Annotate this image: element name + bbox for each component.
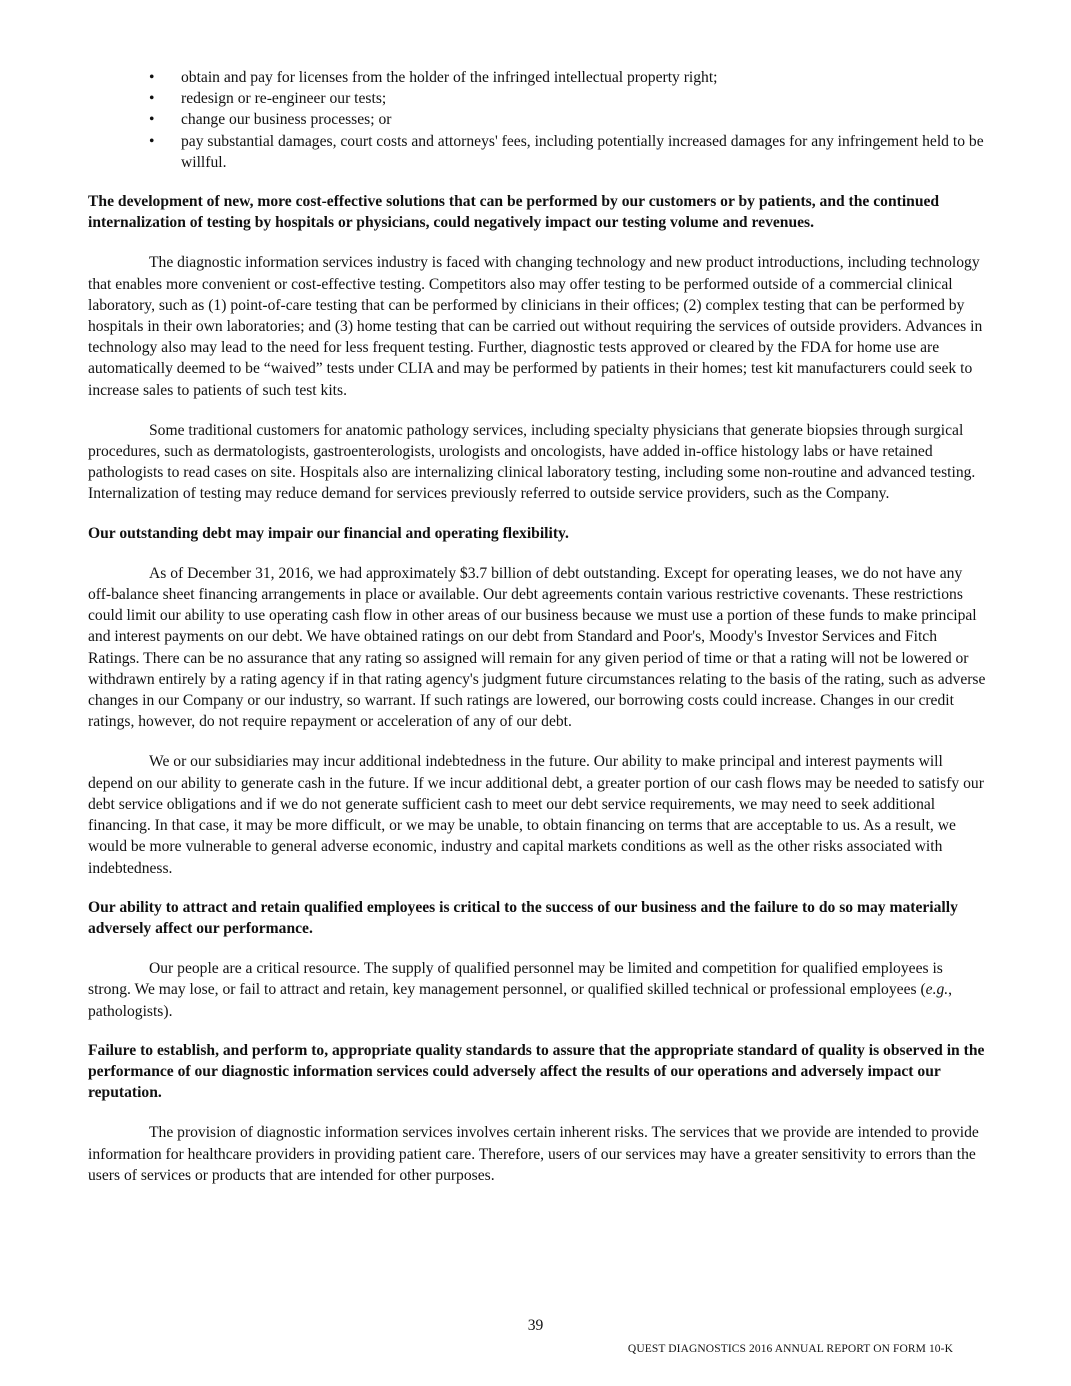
page-number: 39 [527, 1317, 544, 1334]
list-item [88, 131, 988, 173]
list-item-text: change our business processes; or [181, 111, 392, 129]
italic-abbreviation: e.g. [925, 981, 949, 999]
bullet-glyph: • [149, 69, 155, 86]
report-footer: QUEST DIAGNOSTICS 2016 ANNUAL REPORT ON FORM 10-K [627, 1343, 953, 1355]
remedy-bullet-list [88, 67, 988, 173]
list-item [88, 109, 988, 130]
list-item-text: redesign or re-engineer our tests; [181, 90, 387, 108]
bullet-glyph: • [149, 111, 155, 129]
bullet-glyph: • [149, 132, 155, 150]
list-item-text: pay substantial damages, court costs and attorneys' fees, including potentially increased damages for any infringement held to be willful. [181, 132, 984, 171]
bullet-glyph: • [149, 90, 155, 108]
list-item [88, 88, 988, 109]
paragraph-inherent-risks: The provision of diagnostic information services involves certain inherent risks. The services that we provide are intended to provide information for healthcare providers in providing patient care. Therefore, users of our services may have a greater sensitivity to errors than the users of services or products that are intended for other purposes. [88, 1124, 979, 1184]
section-heading-cost-effective-solutions: The development of new, more cost-effective solutions that can be performed by our customers or by patients, and the continued internalization of testing by hospitals or physicians, could negatively impact our testing volume and revenues. [88, 193, 940, 232]
paragraph-text: Our people are a critical resource. The supply of qualified personnel may be limited and competition for qualified employees is strong. We may lose, or fail to attract and retain, key management personnel, or qualified skilled technical or professional employees ( [88, 960, 943, 999]
section-heading-quality-standards: Failure to establish, and perform to, appropriate quality standards to assure that the appropriate standard of quality is observed in the performance of our diagnostic information services could adversely affect the results of our operations and adversely impact our reputation. [88, 1041, 985, 1102]
list-item-text: obtain and pay for licenses from the holder of the infringed intellectual property right; [181, 69, 718, 86]
paragraph-critical-resource [88, 958, 988, 1022]
paragraph-debt-outstanding: As of December 31, 2016, we had approximately $3.7 billion of debt outstanding. Except for operating leases, we do not have any off-balance sheet financing arrangements in place or available. Our debt agreements contain various restrictive covenants. These restrictions could limit our ability to use operating cash flow in other areas of our business because we must use a portion of these funds to make principal and interest payments on our debt. We have obtained ratings on our debt from Standard and Poor's, Moody's Investor Services and Fitch Ratings. There can be no assurance that any rating so assigned will remain for any given period of time or that a rating will not be lowered or withdrawn entirely by a rating agency if in that rating agency's judgment future circumstances relating to the basis of the rating, such as adverse changes in our Company or our industry, so warrant. If such ratings are lowered, our borrowing costs could increase. Changes in our credit ratings, however, do not require repayment or acceleration of any of our debt. [88, 564, 986, 731]
section-heading-qualified-employees: Our ability to attract and retain qualified employees is critical to the success of our business and the failure to do so may materially adversely affect our performance. [88, 898, 958, 937]
paragraph-industry-technology: The diagnostic information services industry is faced with changing technology and new product introductions, including technology that enables more convenient or cost-effective testing. Competitors also may offer testing to be performed outside of a commercial clinical laboratory, such as (1) point-of-care testing that can be performed by clinicians in their offices; (2) complex testing that can be performed by hospitals in their own laboratories; and (3) home testing that can be carried out without requiring the services of outside providers. Advances in technology also may lead to the need for less frequent testing. Further, diagnostic tests approved or cleared by the FDA for home use are automatically deemed to be “waived” tests under CLIA and may be performed by patients in their homes; test kit manufacturers could seek to increase sales to patients of such test kits. [88, 254, 983, 399]
paragraph-text: , pathologists). [88, 981, 953, 1020]
list-item [88, 67, 988, 88]
paragraph-additional-indebtedness: We or our subsidiaries may incur additional indebtedness in the future. Our ability to make principal and interest payments will depend on our ability to generate cash in the future. If we incur additional debt, a greater portion of our cash flows may be needed to satisfy our debt service obligations and if we do not generate sufficient cash to meet our debt service requirements, we may need to seek additional financing. In that case, it may be more difficult, or we may be unable, to obtain financing on terms that are acceptable to us. As a result, we would be more vulnerable to general adverse economic, industry and capital markets conditions as well as the other risks associated with indebtedness. [88, 753, 984, 877]
section-heading-outstanding-debt: Our outstanding debt may impair our financial and operating flexibility. [88, 524, 569, 542]
paragraph-anatomic-pathology: Some traditional customers for anatomic pathology services, including specialty physicians that generate biopsies through surgical procedures, such as dermatologists, gastroenterologists, urologists and oncologists, have added in-office histology labs or have retained pathologists to read cases on site. Hospitals also are internalizing clinical laboratory testing, including some non-routine and advanced testing. Internalization of testing may reduce demand for services previously referred to outside service providers, such as the Company. [88, 421, 976, 503]
document-body [88, 67, 988, 1186]
